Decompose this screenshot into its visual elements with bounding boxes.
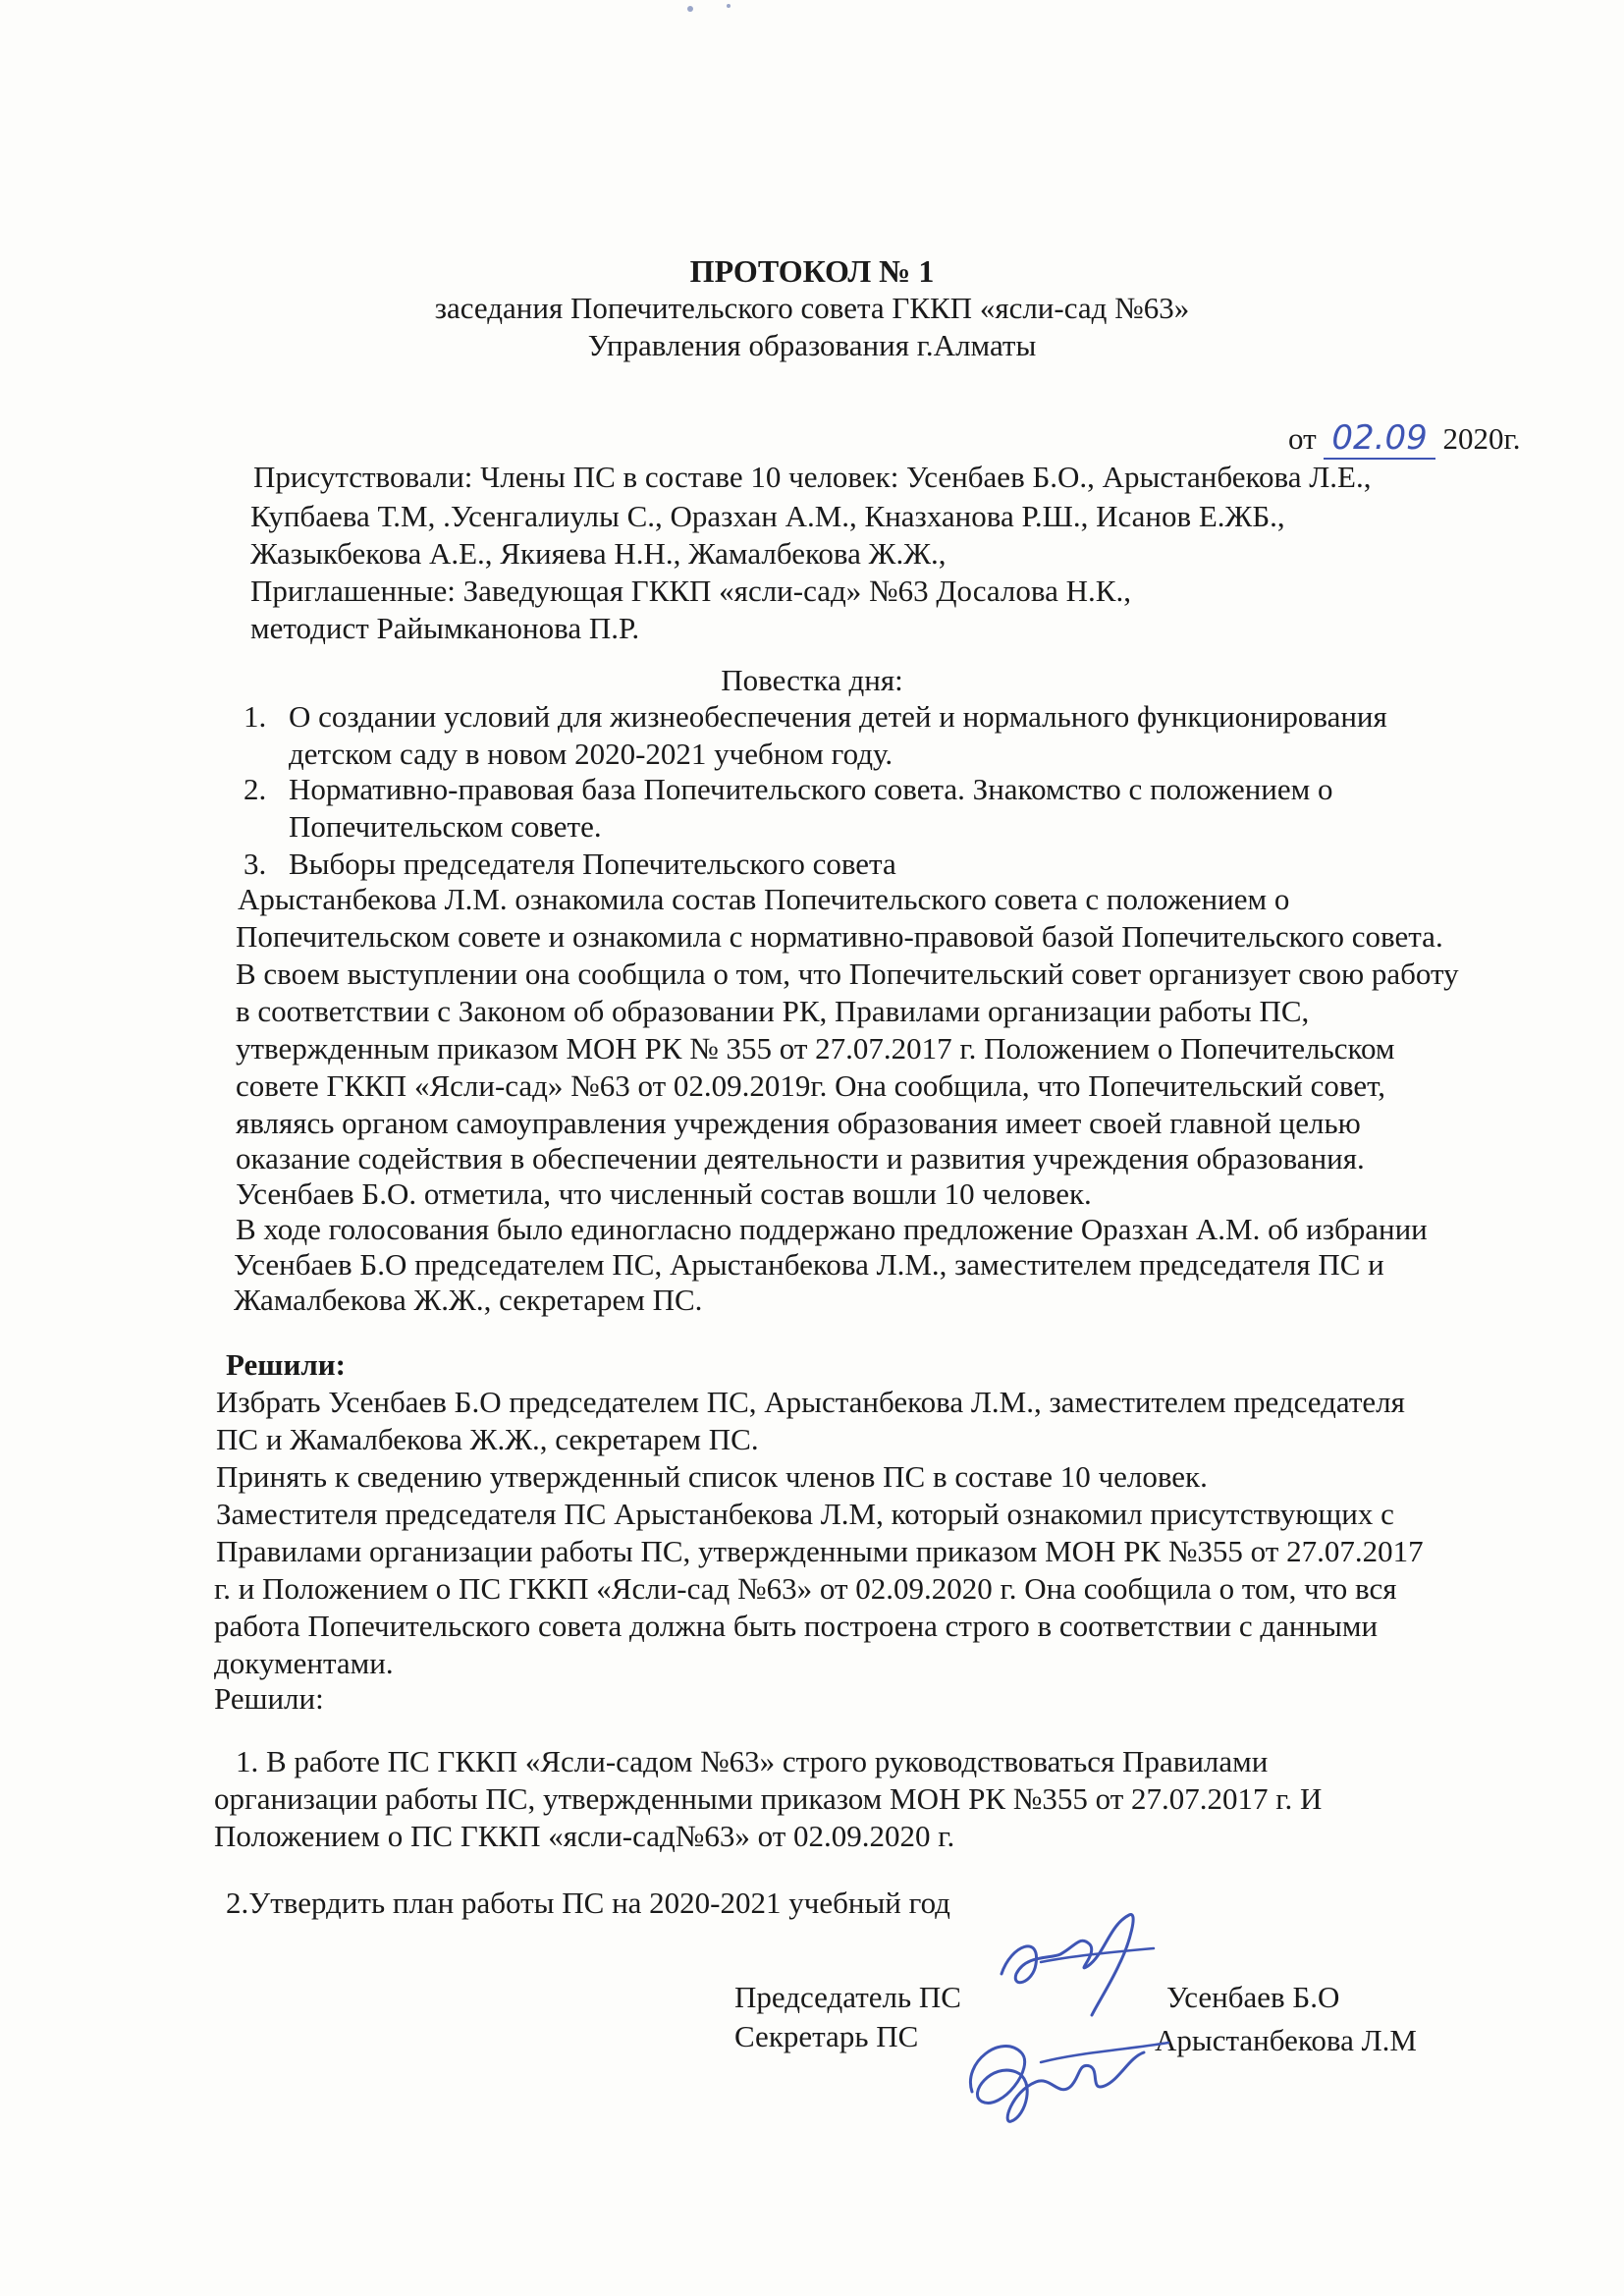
date-handwritten: 02.09 [1324, 418, 1435, 460]
attendance-line: Присутствовали: Члены ПС в составе 10 человек: Усенбаев Б.О., Арыстанбекова Л.Е., [253, 460, 1372, 494]
body-line: В своем выступлении она сообщила о том, что Попечительский совет организует свою работу [236, 957, 1459, 991]
agenda-item [244, 847, 896, 882]
decision-line: 1. В работе ПС ГККП «Ясли-садом №63» строго руководствоваться Правилами [236, 1744, 1269, 1778]
invited-line: методист Райымканонова П.Р. [250, 611, 640, 645]
decision-line: организации работы ПС, утвержденными приказом МОН РК №355 от 27.07.2017 г. И [214, 1781, 1323, 1816]
scan-speck [727, 4, 731, 8]
secretary-signature-icon [943, 2003, 1178, 2141]
decision-line: Положением о ПС ГККП «ясли-сад№63» от 02.09.2020 г. [214, 1819, 955, 1853]
body-line: являясь органом самоуправления учреждения образования имеет своей главной целью [236, 1106, 1361, 1140]
agenda-heading: Повестка дня: [721, 663, 903, 697]
body-line: в соответствии с Законом об образовании РК, Правилами организации работы ПС, [236, 994, 1310, 1028]
decision-line: Принять к сведению утвержденный список членов ПС в составе 10 человек. [216, 1459, 1208, 1494]
body-line: В ходе голосования было единогласно поддержано предложение Оразхан А.М. об избрании [236, 1212, 1428, 1246]
body-line: Попечительском совете и ознакомила с нормативно-правовой базой Попечительского совета. [236, 919, 1443, 954]
attendance-line: Купбаева Т.М, .Усенгалиулы С., Оразхан А.М., Кназханова Р.Ш., Исанов Е.ЖБ., [250, 499, 1285, 533]
agenda-item-number: 2. [244, 772, 267, 806]
date-prefix: от [1288, 421, 1317, 456]
secretary-name: Арыстанбекова Л.М [1155, 2023, 1417, 2057]
decision-heading: Решили: [226, 1347, 346, 1382]
attendance-line: Жазыкбекова А.Е., Якияева Н.Н., Жамалбекова Ж.Ж., [250, 536, 947, 571]
decision-line: Правилами организации работы ПС, утвержденными приказом МОН РК №355 от 27.07.2017 [216, 1534, 1424, 1568]
decision-line: ПС и Жамалбекова Ж.Ж., секретарем ПС. [216, 1422, 759, 1456]
agenda-item [244, 772, 1333, 807]
agenda-item [244, 699, 1387, 735]
agenda-item-text: детском саду в новом 2020-2021 учебном году. [289, 737, 893, 771]
scan-speck [687, 6, 693, 12]
body-line: оказание содействия в обеспечении деятельности и развития учреждения образования. [236, 1141, 1365, 1175]
decision-line: работа Попечительского совета должна быть построена строго в соответствии с данными [214, 1609, 1379, 1643]
date-suffix: 2020г. [1442, 421, 1521, 456]
decision-heading: Решили: [214, 1681, 324, 1716]
secretary-role: Секретарь ПС [734, 2019, 919, 2053]
agenda-item-text: Выборы председателя Попечительского совета [289, 847, 896, 881]
body-line: Жамалбекова Ж.Ж., секретарем ПС. [234, 1283, 703, 1317]
document-title: ПРОТОКОЛ № 1 [689, 253, 935, 289]
agenda-item-text: Попечительском совете. [289, 809, 602, 844]
decision-line: Заместителя председателя ПС Арыстанбекова Л.М, который ознакомил присутствующих с [216, 1497, 1394, 1531]
chair-role: Председатель ПС [734, 1980, 961, 2014]
decision-line: Избрать Усенбаев Б.О председателем ПС, Арыстанбекова Л.М., заместителем председателя [216, 1385, 1405, 1419]
chair-name: Усенбаев Б.О [1166, 1980, 1340, 2014]
body-line: Усенбаев Б.О председателем ПС, Арыстанбекова Л.М., заместителем председателя ПС и [234, 1247, 1384, 1282]
agenda-item-text: Нормативно-правовая база Попечительского совета. Знакомство с положением о [289, 772, 1333, 806]
decision-line: документами. [214, 1646, 394, 1680]
agenda-item-text: О создании условий для жизнеобеспечения детей и нормального функционирования [289, 699, 1387, 734]
body-line: Арыстанбекова Л.М. ознакомила состав Попечительского совета с положением о [238, 882, 1290, 916]
document-date [1288, 420, 1520, 457]
document-subtitle: заседания Попечительского совета ГККП «ясли-сад №63» [434, 291, 1190, 325]
body-line: совете ГККП «Ясли-сад» №63 от 02.09.2019г. Она сообщила, что Попечительский совет, [236, 1068, 1386, 1103]
agenda-item-number: 3. [244, 847, 267, 881]
invited-line: Приглашенные: Заведующая ГККП «ясли-сад» №63 Досалова Н.К., [250, 574, 1131, 608]
body-line: утвержденным приказом МОН РК № 355 от 27.07.2017 г. Положением о Попечительском [236, 1031, 1395, 1066]
document-subtitle-org: Управления образования г.Алматы [587, 328, 1037, 362]
agenda-item-number: 1. [244, 699, 267, 734]
body-line: Усенбаев Б.О. отметила, что численный состав вошли 10 человек. [236, 1176, 1092, 1211]
decision-line: 2.Утвердить план работы ПС на 2020-2021 учебный год [226, 1886, 950, 1920]
decision-line: г. и Положением о ПС ГККП «Ясли-сад №63» от 02.09.2020 г. Она сообщила о том, что вся [214, 1571, 1397, 1606]
